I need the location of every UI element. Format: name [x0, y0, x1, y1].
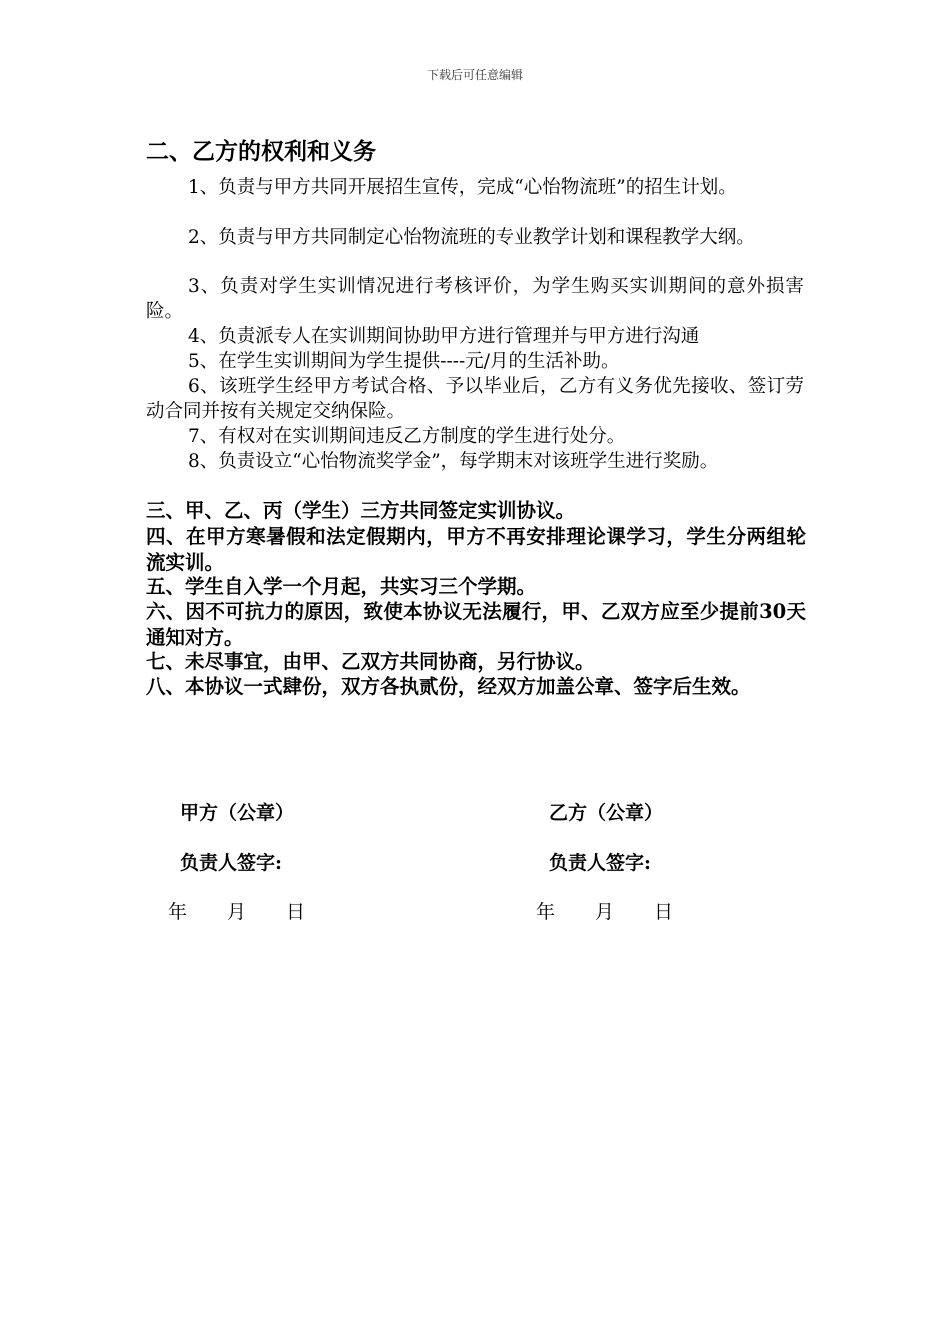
list-item: 2、负责与甲方共同制定心怡物流班的专业教学计划和课程教学大纲。: [188, 227, 755, 248]
party-b-seal: 乙方（公章）: [549, 802, 664, 824]
list-item: 7、有权对在实训期间违反乙方制度的学生进行处分。: [188, 426, 626, 447]
list-item: 3、负责对学生实训情况进行考核评价，为学生购买实训期间的意外损害险。: [146, 276, 804, 322]
clause: 六、因不可抗力的原因，致使本协议无法履行，甲、乙双方应至少提前30天通知对方。: [146, 600, 806, 649]
month-label: 月: [595, 901, 615, 923]
list-item: 4、负责派专人在实训期间协助甲方进行管理并与甲方进行沟通: [188, 326, 700, 347]
clause: 八、本协议一式肆份，双方各执贰份，经双方加盖公章、签字后生效。: [146, 675, 751, 698]
list-item: 8、负责设立“心怡物流奖学金”，每学期末对该班学生进行奖励。: [188, 451, 719, 472]
day-label: 日: [654, 901, 674, 923]
party-a-signer: 负责人签字:: [180, 852, 283, 874]
month-label: 月: [227, 901, 247, 923]
clause: 七、未尽事宜，由甲、乙双方共同协商，另行协议。: [146, 650, 595, 673]
list-item: 5、在学生实训期间为学生提供----元/月的生活补助。: [188, 351, 620, 372]
section-title: 二、乙方的权利和义务: [146, 138, 376, 165]
party-b-date: [536, 897, 673, 924]
year-label: 年: [536, 901, 556, 923]
clause: 五、学生自入学一个月起，共实习三个学期。: [146, 575, 537, 598]
party-b-signer: 负责人签字:: [549, 852, 652, 874]
list-item: 1、负责与甲方共同开展招生宣传，完成“心怡物流班”的招生计划。: [188, 177, 737, 198]
year-label: 年: [168, 901, 188, 923]
clause: 四、在甲方寒暑假和法定假期内，甲方不再安排理论课学习，学生分两组轮流实训。: [146, 525, 806, 574]
day-label: 日: [286, 901, 306, 923]
party-a-seal: 甲方（公章）: [180, 802, 295, 824]
party-a-date: [168, 897, 305, 924]
list-item: 6、该班学生经甲方考试合格、予以毕业后，乙方有义务优先接收、签订劳动合同并按有关规定交纳保险。: [146, 376, 804, 422]
clause: 三、甲、乙、丙（学生）三方共同签定实训协议。: [146, 499, 576, 522]
page-header: 下载后可任意编辑: [426, 68, 523, 82]
